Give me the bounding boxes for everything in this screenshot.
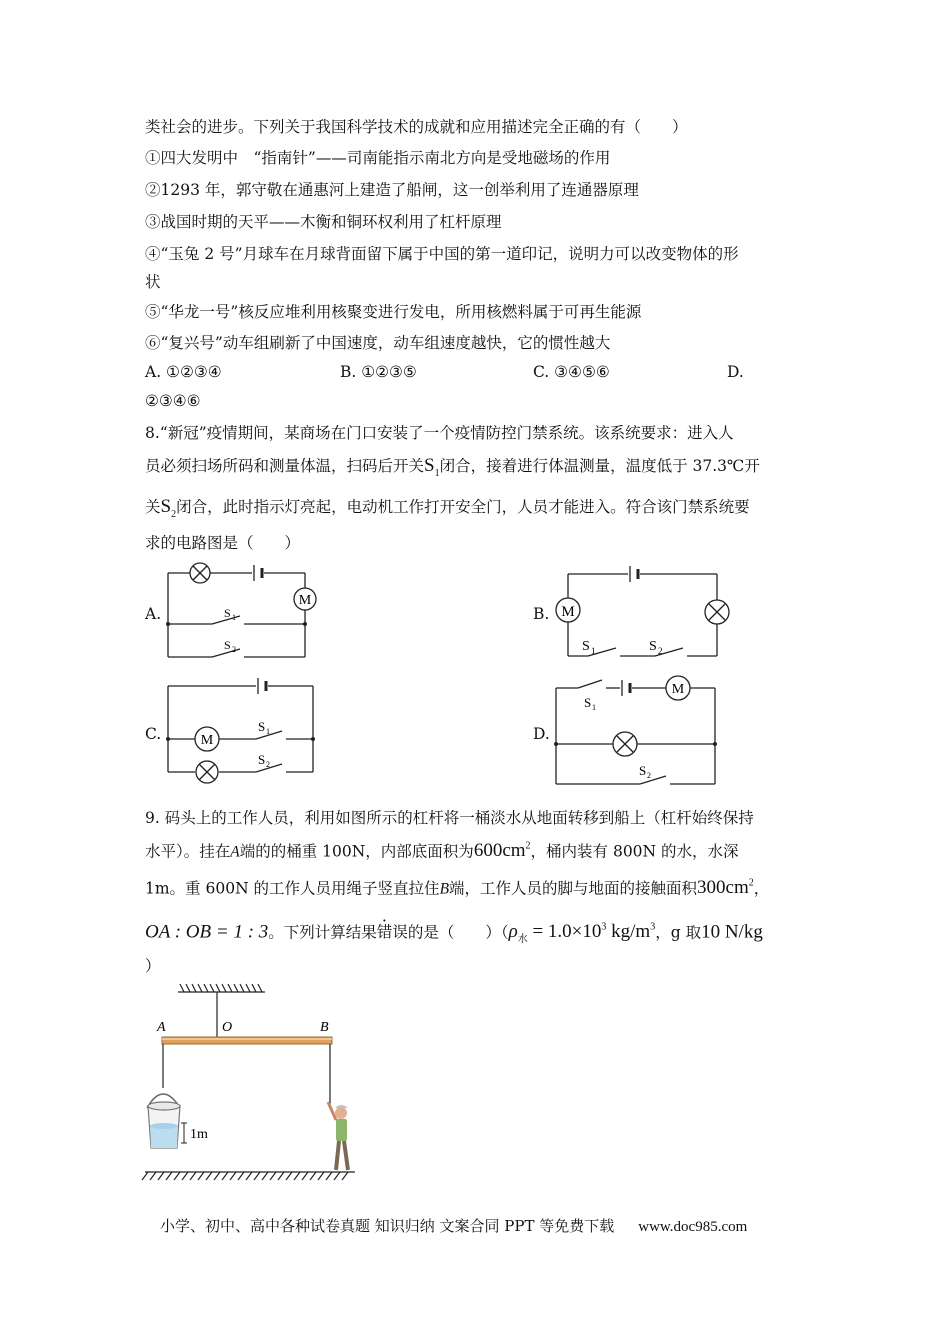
- q7-option-b: B. ①②③⑤: [340, 363, 417, 381]
- q7-option-a: A. ①②③④: [145, 363, 222, 381]
- circuit-b-diagram: [550, 560, 740, 665]
- svg-text:S: S: [224, 638, 231, 652]
- switch-s1-label: $S_1$: [424, 455, 440, 479]
- page-footer: [160, 1215, 747, 1236]
- svg-text:M: M: [671, 682, 685, 697]
- footer-text: 小学、初中、高中各种试卷真题 知识归纳 文案合同 PPT 等免费下载: [160, 1217, 615, 1235]
- junction-dot: [554, 742, 558, 746]
- area-600: $600cm^2$: [473, 840, 531, 862]
- q9-line-4: OA : OB = 1 : 3。下列计算结果错误的是（ ）（$\rho_水 = 1.0\times 10^3$ $kg/m^3$，g 取10 N/kg: [145, 921, 763, 946]
- q7-item-5: ⑤“华龙一号”核反应堆利用核聚变进行发电，所用核燃料属于可再生能源: [145, 303, 642, 321]
- q7-item-2: ②1293 年，郭守敬在通惠河上建造了船闸，这一创举利用了连通器原理: [145, 181, 639, 199]
- svg-text:2: 2: [658, 646, 663, 656]
- svg-text:S: S: [639, 763, 647, 778]
- q8-line-4: 求的电路图是（ ）: [145, 534, 301, 552]
- q8-line-3: [145, 497, 750, 525]
- circuit-c-diagram: [160, 675, 325, 787]
- lever-figure: [140, 980, 360, 1185]
- circuit-a-diagram: [160, 555, 325, 665]
- area-300: $300cm^2$: [697, 877, 754, 899]
- q8-line-2: [145, 456, 760, 484]
- svg-text:A: A: [157, 1020, 166, 1035]
- svg-text:S: S: [224, 606, 231, 620]
- circuit-c-label: C.: [145, 725, 162, 743]
- svg-text:B: B: [320, 1020, 329, 1035]
- circuit-d-label: D.: [533, 725, 550, 743]
- q9-line-1: 9. 码头上的工作人员，利用如图所示的杠杆将一桶淡水从地面转移到船上（杠杆始终保持: [145, 809, 754, 827]
- q7-option-d: D.: [727, 363, 744, 381]
- lever-bar: [162, 1037, 332, 1044]
- footer-url[interactable]: www.doc985.com: [638, 1219, 748, 1235]
- emphasis-wrong: 错误: [376, 923, 408, 942]
- ratio-oa-ob: OA : OB = 1 : 3: [145, 921, 269, 943]
- svg-text:1: 1: [232, 613, 236, 622]
- q7-item-1: ①四大发明中 “指南针”——司南能指示南北方向是受地磁场的作用: [145, 149, 611, 167]
- junction-dot: [166, 622, 170, 626]
- svg-text:S: S: [258, 752, 266, 767]
- q9-line-5: ）: [145, 957, 161, 975]
- junction-dot: [311, 737, 315, 741]
- svg-text:S: S: [582, 639, 590, 654]
- switch-s2-label: $S_2$: [160, 496, 177, 520]
- q8-line-2a: 员必须扫场所码和测量体温，扫码后开关: [145, 457, 425, 475]
- svg-text:M: M: [298, 593, 312, 608]
- q7-option-d-text: ②③④⑥: [145, 392, 201, 410]
- ground: [142, 1172, 355, 1180]
- q9-line-2: 水平）。挂在A端的的桶重 100N，内部底面积为$600cm^2$，桶内装有 800N 的水，水深: [145, 840, 739, 862]
- q7-stem: 类社会的进步。下列关于我国科学技术的成就和应用描述完全正确的有（ ）: [145, 118, 688, 136]
- svg-text:2: 2: [647, 771, 651, 780]
- svg-text:S: S: [649, 639, 657, 654]
- q7-item-3: ③战国时期的天平——木衡和铜环权利用了杠杆原理: [145, 213, 502, 231]
- svg-text:O: O: [222, 1020, 233, 1035]
- junction-dot: [166, 737, 170, 741]
- q7-option-c: C. ③④⑤⑥: [533, 363, 610, 381]
- circuit-b-label: B.: [533, 605, 550, 623]
- svg-text:M: M: [561, 604, 575, 620]
- q8-line-3a: 关: [145, 498, 161, 516]
- bucket: [148, 1102, 180, 1148]
- svg-text:1m: 1m: [190, 1127, 208, 1142]
- q8-line-1: 8.“新冠”疫情期间，某商场在门口安装了一个疫情防控门禁系统。该系统要求：进入人: [145, 424, 734, 442]
- svg-text:M: M: [200, 733, 214, 748]
- svg-text:2: 2: [266, 760, 270, 769]
- svg-text:2: 2: [232, 645, 236, 654]
- q7-item-6: ⑥“复兴号”动车组刷新了中国速度，动车组速度越快，它的惯性越大: [145, 334, 611, 352]
- svg-text:S: S: [584, 695, 592, 710]
- q8-line-2b: 闭合，接着进行体温测量，温度低于 37.3℃开: [439, 457, 760, 475]
- water-density: $\rho_水 = 1.0\times 10^3$ $kg/m^3$: [508, 921, 656, 946]
- worker: [328, 1098, 348, 1170]
- junction-dot: [303, 622, 307, 626]
- svg-text:1: 1: [266, 727, 270, 736]
- svg-text:1: 1: [592, 703, 596, 712]
- q9-line-3: 1m。重 600N 的工作人员用绳子竖直拉住B端，工作人员的脚与地面的接触面积$300cm^2$，: [145, 877, 770, 899]
- q7-item-4-cont: 状: [145, 273, 161, 291]
- q8-line-3b: 闭合，此时指示灯亮起，电动机工作打开安全门，人员才能进入。符合该门禁系统要: [176, 498, 750, 516]
- circuit-d-diagram: [550, 672, 730, 790]
- junction-dot: [713, 742, 717, 746]
- svg-text:S: S: [258, 719, 266, 734]
- circuit-a-label: A.: [145, 605, 162, 623]
- q7-item-4: ④“玉兔 2 号”月球车在月球背面留下属于中国的第一道印记，说明力可以改变物体的形: [145, 245, 739, 263]
- svg-text:1: 1: [591, 646, 596, 656]
